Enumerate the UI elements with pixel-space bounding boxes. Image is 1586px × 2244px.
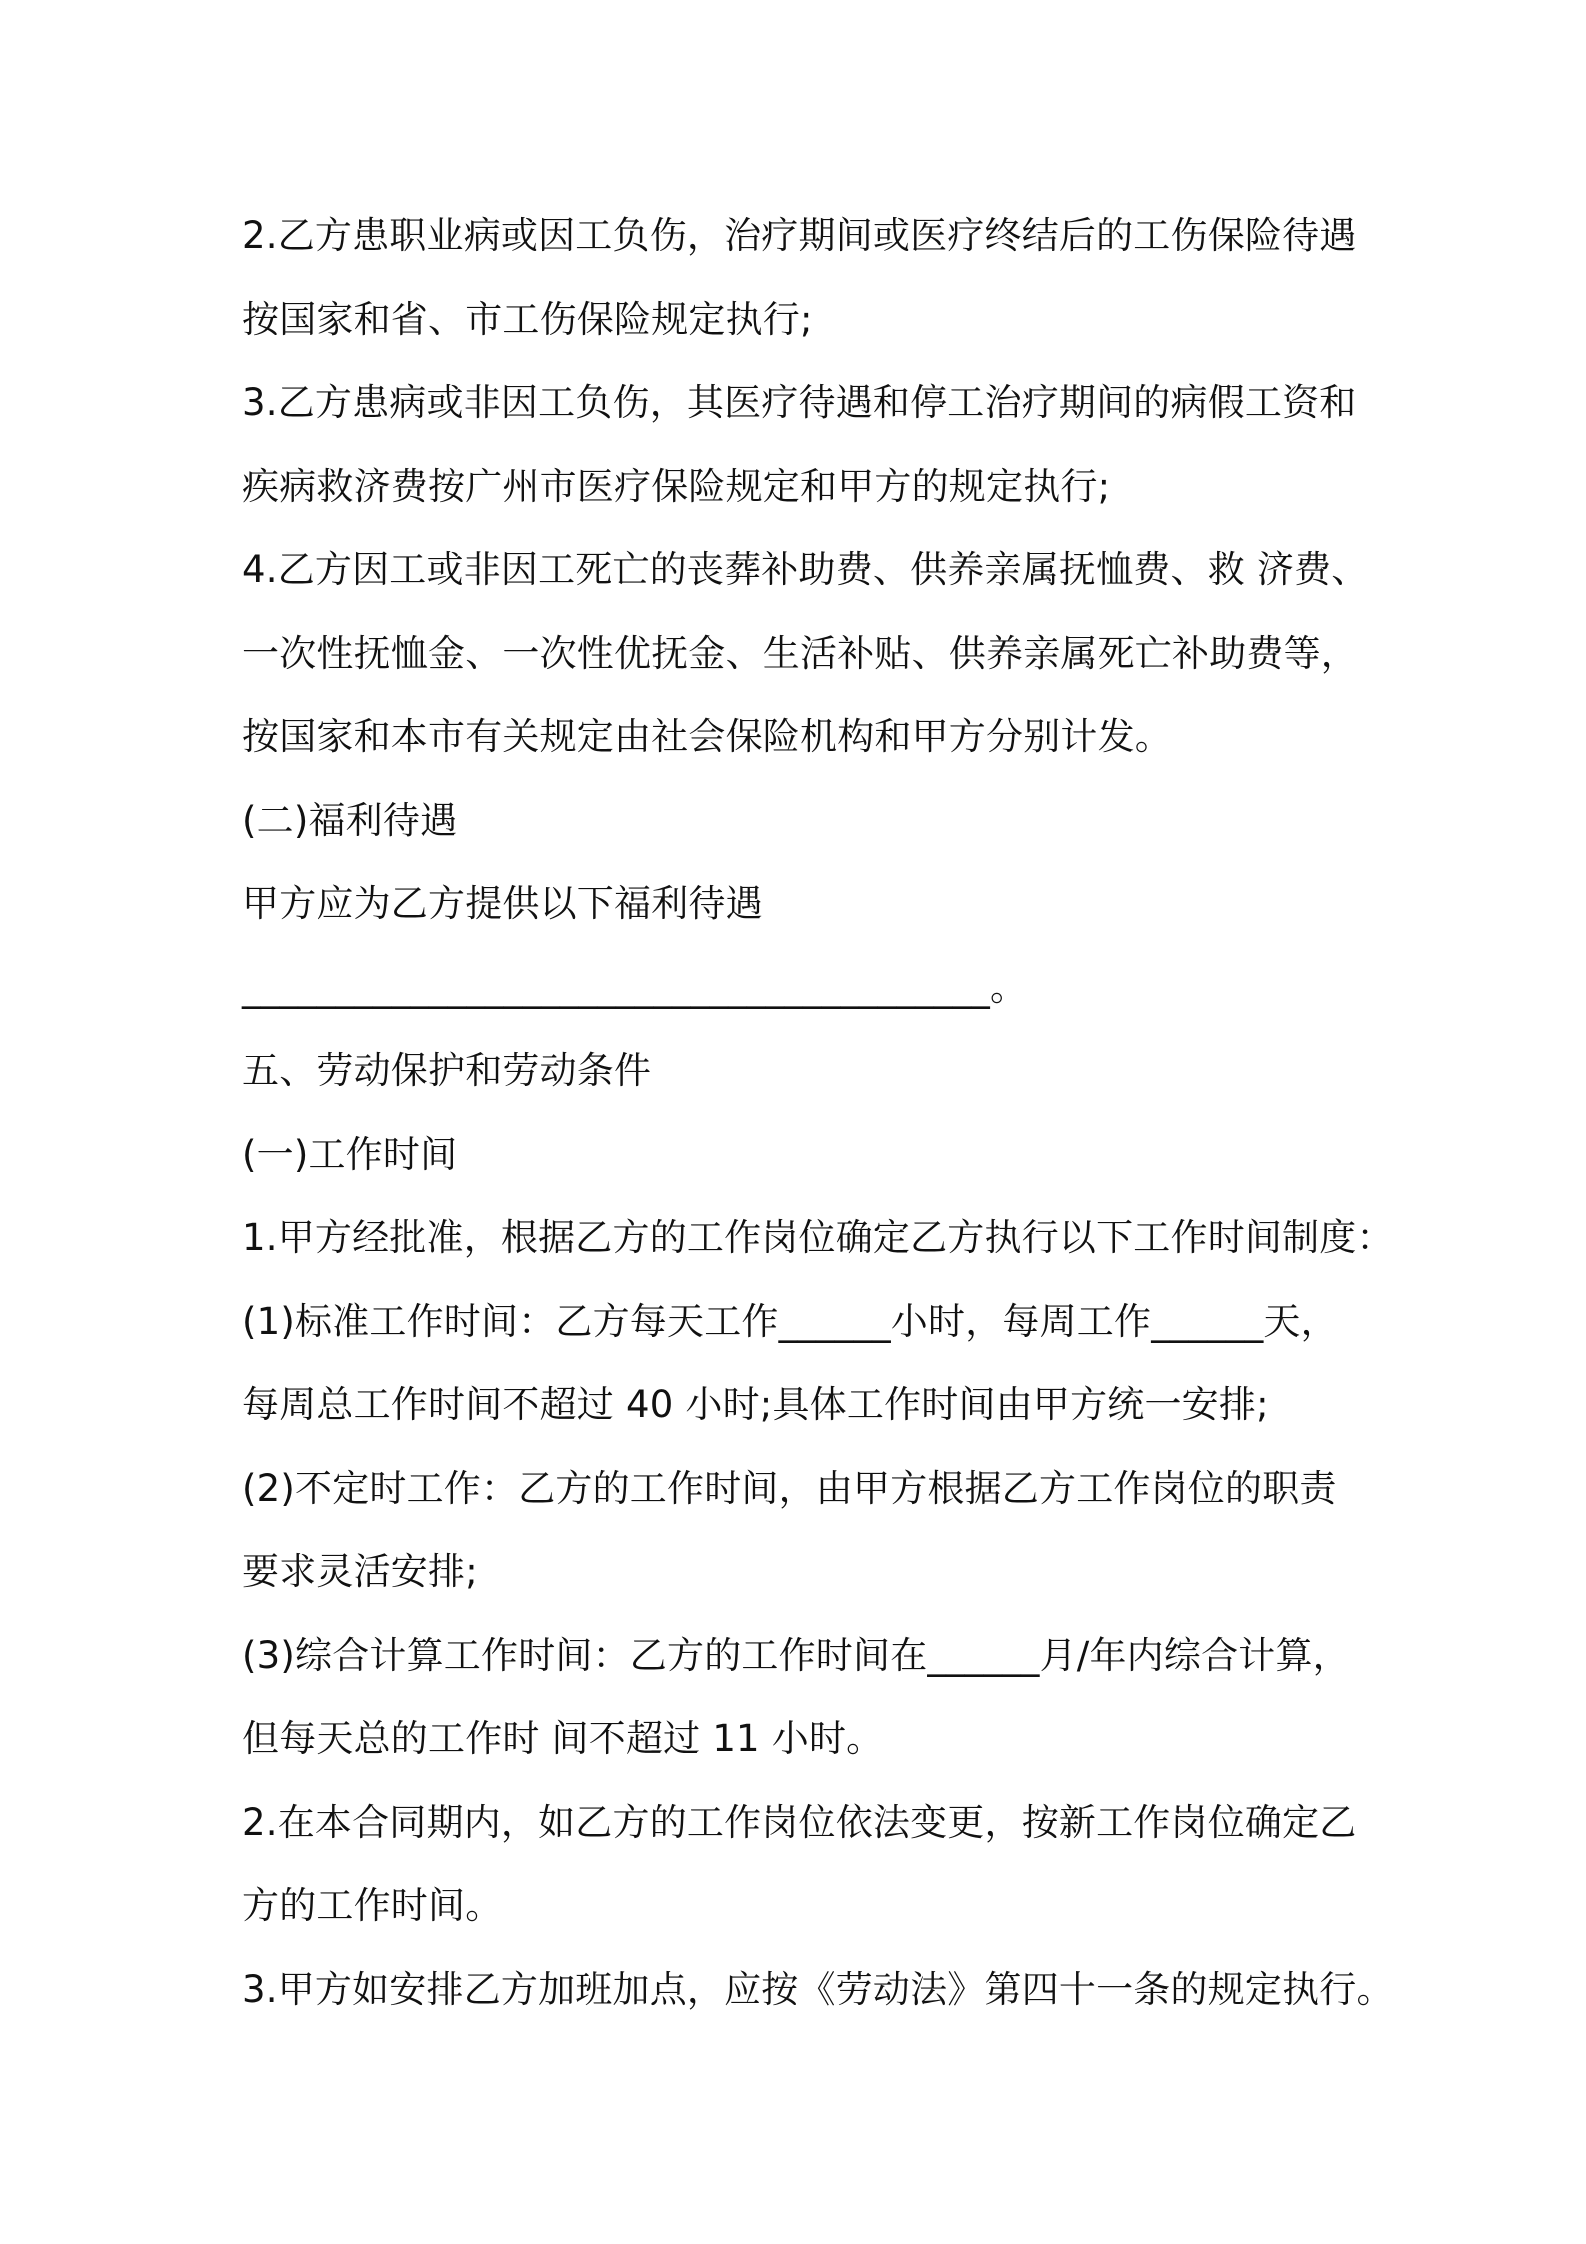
text-line: 方的工作时间。 xyxy=(242,1884,503,1927)
text-line: 要求灵活安排; xyxy=(242,1550,478,1593)
text-line: 2.在本合同期内，如乙方的工作岗位依法变更，按新工作岗位确定乙 xyxy=(242,1800,1357,1844)
text-line: 1.甲方经批准，根据乙方的工作岗位确定乙方执行以下工作时间制度： xyxy=(242,1216,1394,1259)
text-line: 4.乙方因工或非因工死亡的丧葬补助费、供养亲属抚恤费、救 济费、 xyxy=(242,548,1369,591)
text-line: 甲方应为乙方提供以下福利待遇 xyxy=(242,882,763,925)
text-line: (3)综合计算工作时间：乙方的工作时间在______月/年内综合计算， xyxy=(242,1633,1350,1677)
section-heading: (二)福利待遇 xyxy=(242,798,458,842)
text-line: 但每天总的工作时 间不超过 11 小时。 xyxy=(242,1717,884,1760)
section-heading: (一)工作时间 xyxy=(242,1132,458,1176)
text-line: 疾病救济费按广州市医疗保险规定和甲方的规定执行; xyxy=(242,464,1111,508)
text-line: 3.乙方患病或非因工负伤，其医疗待遇和停工治疗期间的病假工资和 xyxy=(242,381,1357,424)
text-line: 2.乙方患职业病或因工负伤，治疗期间或医疗终结后的工伤保险待遇 xyxy=(242,214,1357,257)
text-line: 按国家和省、市工伤保险规定执行; xyxy=(242,297,813,341)
text-line: 按国家和本市有关规定由社会保险机构和甲方分别计发。 xyxy=(242,715,1172,758)
text-line: 3.甲方如安排乙方加班加点，应按《劳动法》第四十一条的规定执行。 xyxy=(242,1967,1394,2011)
text-line: (1)标准工作时间：乙方每天工作______小时，每周工作______天， xyxy=(242,1299,1338,1343)
text-line: (2)不定时工作：乙方的工作时间，由甲方根据乙方工作岗位的职责 xyxy=(242,1466,1337,1510)
blank-fill-line: ________________________________________。 xyxy=(242,965,1028,1009)
document-body xyxy=(242,194,1394,2031)
text-line: 一次性抚恤金、一次性优抚金、生活补贴、供养亲属死亡补助费等， xyxy=(242,631,1358,675)
text-line: 每周总工作时间不超过 40 小时;具体工作时间由甲方统一安排; xyxy=(242,1383,1269,1426)
chapter-heading: 五、劳动保护和劳动条件 xyxy=(242,1049,652,1092)
